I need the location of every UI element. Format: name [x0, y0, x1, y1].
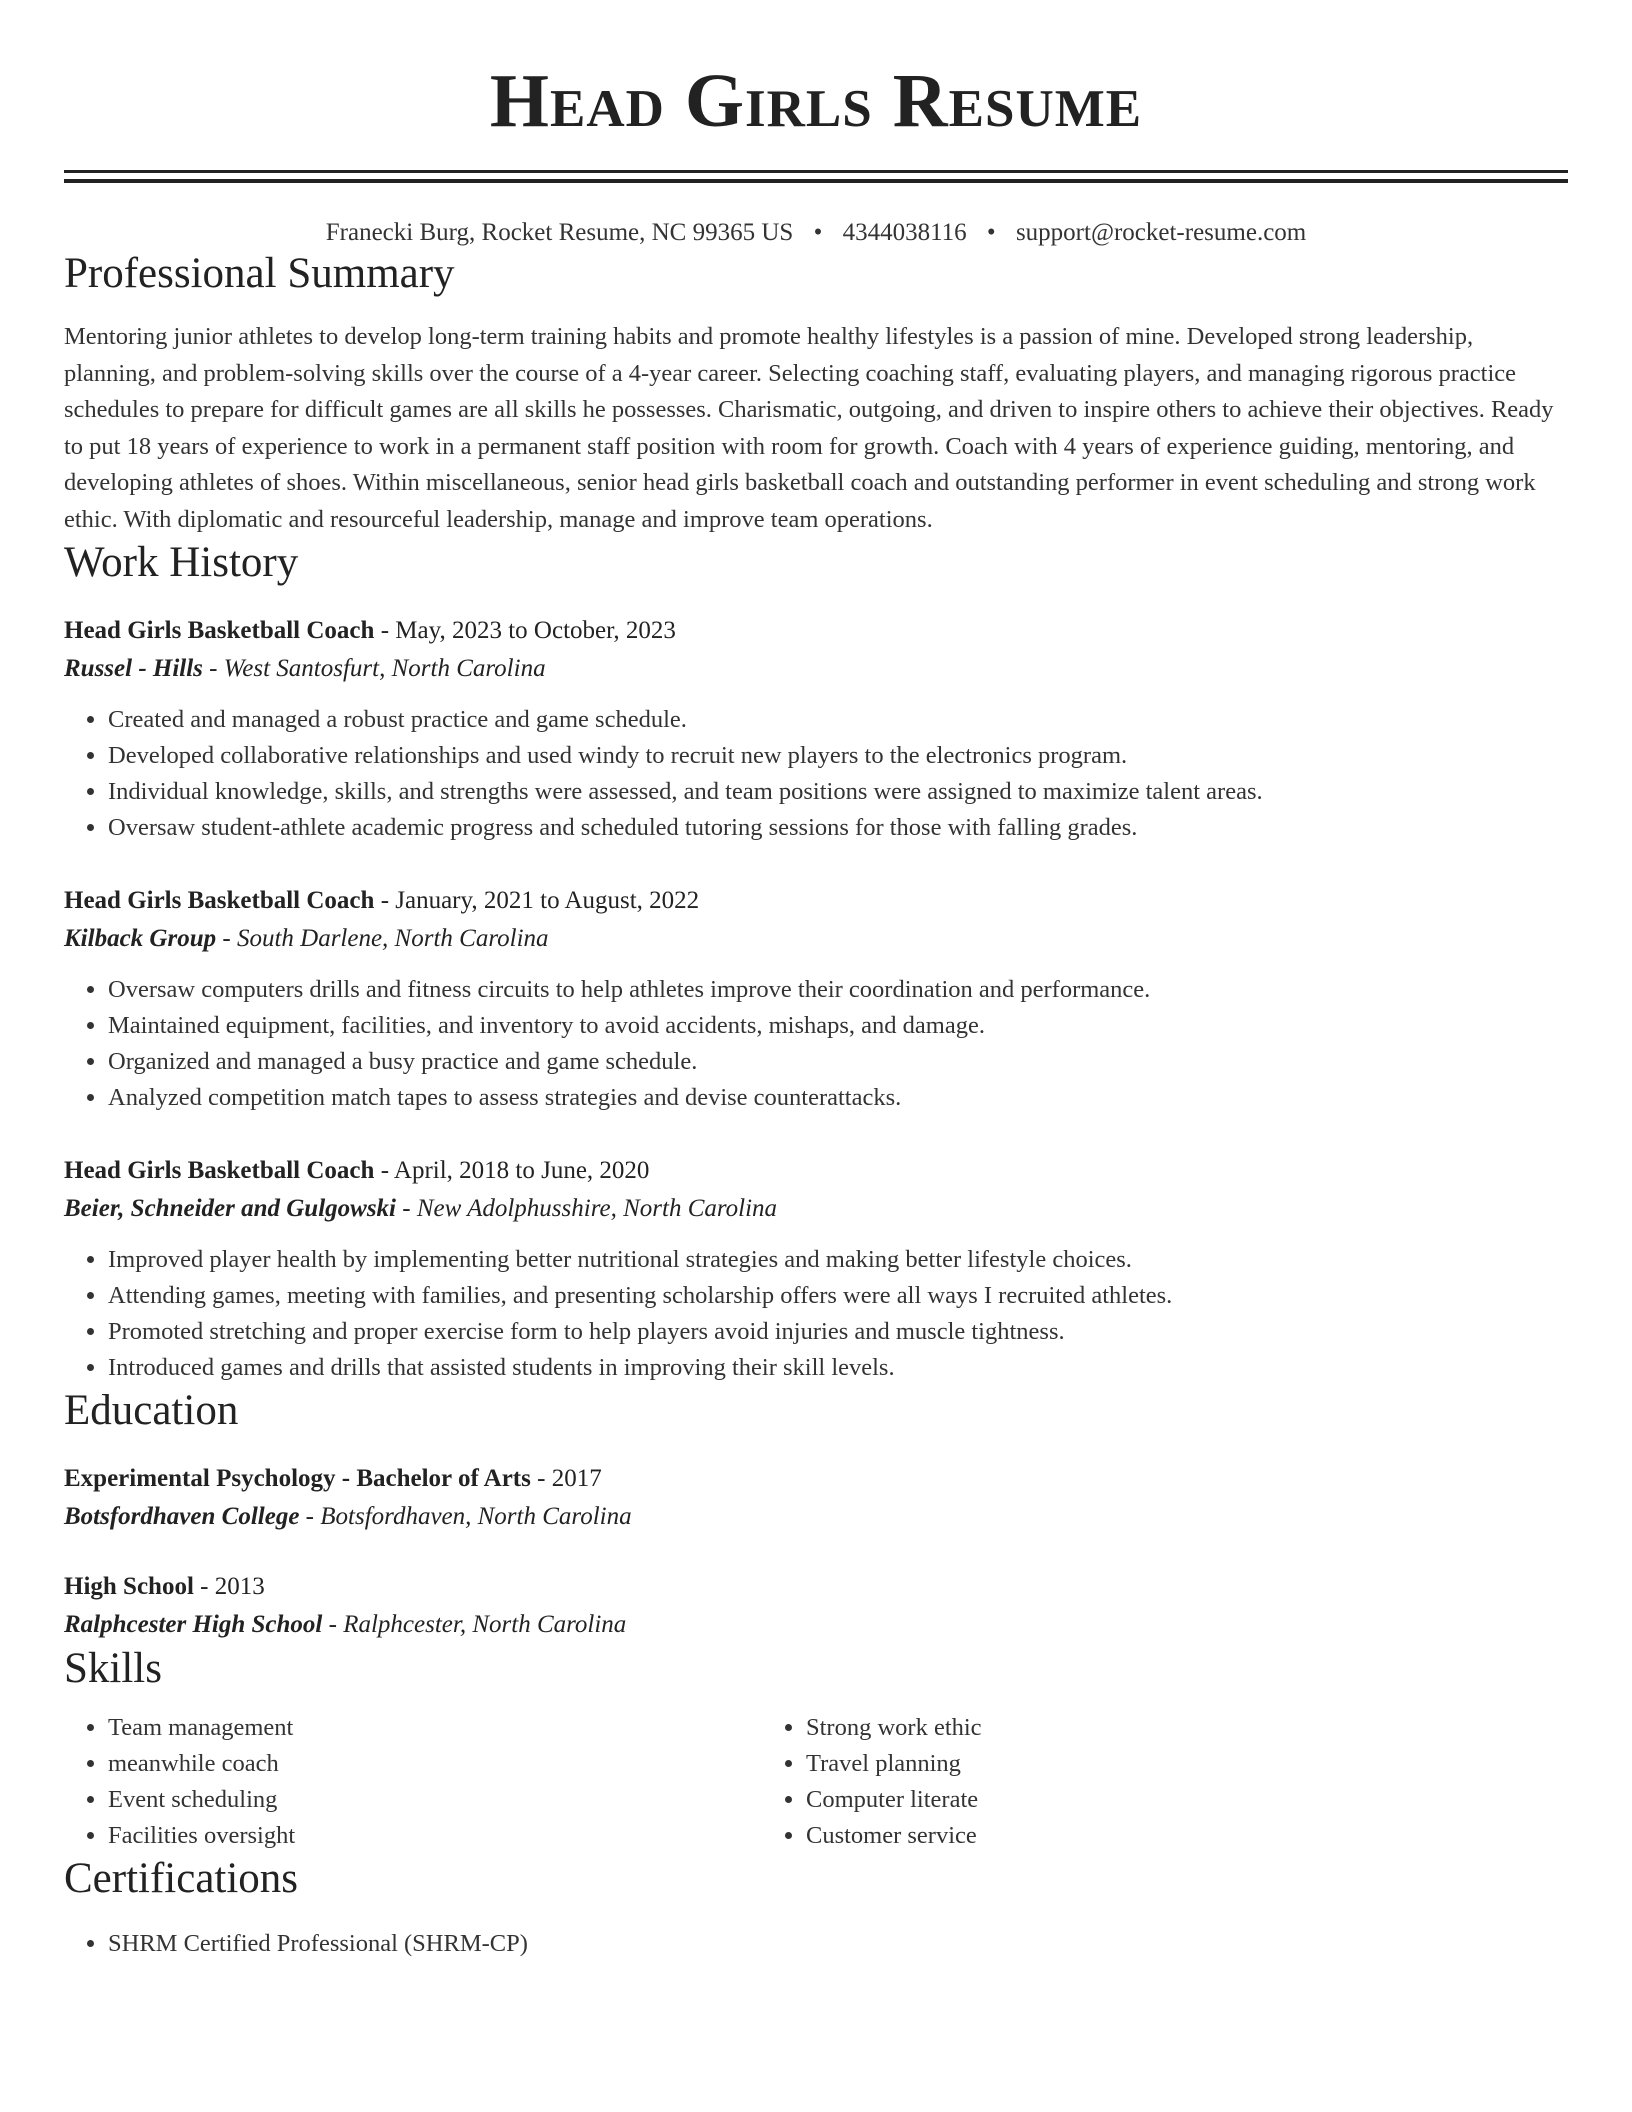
skill-item: • Computer literate	[806, 1782, 1460, 1818]
summary-text: Mentoring junior athletes to develop long-term training habits and promote healthy lifestyles is a passion of mine. Developed strong leadership, planning, and problem-solving skills over the course of a 4-year career. Selecting coaching staff, evaluating players, and managing rigorous practice schedules to prepare for difficult games are all skills he possesses. Charismatic, outgoing, and driven to inspire others to achieve their objectives. Ready to put 18 years of experience to work in a permanent staff position with room for growth. Coach with 4 years of experience guiding, mentoring, and developing athletes of shoes. Within miscellaneous, senior head girls basketball coach and outstanding performer in event scheduling and strong work ethic. With diplomatic and resourceful leadership, manage and improve team operations.	[64, 323, 1554, 533]
job-dash: -	[216, 925, 237, 952]
job-bullet: • Organized and managed a busy practice and game schedule.	[108, 1044, 1568, 1080]
job-org: Kilback Group	[64, 925, 217, 952]
job-dates: May, 2023 to October, 2023	[395, 617, 676, 644]
education-header	[64, 1568, 1568, 1606]
job-header	[64, 1152, 1568, 1190]
job-entry	[64, 1152, 1568, 1386]
job-employer	[64, 650, 1568, 688]
job-dash: -	[396, 1195, 417, 1222]
job-bullet: • Developed collaborative relationships and used windy to recruit new players to the electronics program.	[108, 738, 1568, 774]
contact-separator: •	[813, 219, 823, 246]
education-dash: -	[299, 1503, 321, 1530]
contact-email[interactable]: support@rocket-resume.com	[1015, 219, 1307, 246]
job-bullets	[64, 972, 1568, 1116]
education-year: 2013	[214, 1573, 265, 1600]
job-dash: -	[202, 655, 224, 682]
education-location: Botsfordhaven, North Carolina	[320, 1503, 632, 1530]
job-location: New Adolphusshire, North Carolina	[416, 1195, 778, 1222]
education-dash: -	[322, 1611, 344, 1638]
skill-item: • Strong work ethic	[806, 1710, 1460, 1746]
job-bullet: • Oversaw student-athlete academic progress and scheduled tutoring sessions for those with falling grades.	[108, 810, 1568, 846]
job-dash: -	[374, 887, 396, 914]
education-school: Ralphcester High School	[64, 1611, 323, 1638]
education-dash: -	[530, 1465, 552, 1492]
job-employer	[64, 1190, 1568, 1228]
job-bullet: • Attending games, meeting with families, and presenting scholarship offers were all ways I recruited athletes.	[108, 1278, 1568, 1314]
education-school-line	[64, 1498, 1568, 1536]
education-school: Botsfordhaven College	[64, 1503, 300, 1530]
education-dash: -	[193, 1573, 215, 1600]
job-bullet: • Oversaw computers drills and fitness circuits to help athletes improve their coordination and performance.	[108, 972, 1568, 1008]
skill-item: • Facilities oversight	[108, 1818, 762, 1854]
job-bullet: • Analyzed competition match tapes to assess strategies and devise counterattacks.	[108, 1080, 1568, 1116]
job-employer	[64, 920, 1568, 958]
job-org: Russel - Hills	[64, 655, 203, 682]
skills-heading: Skills	[64, 1645, 162, 1692]
job-dash: -	[374, 1157, 394, 1184]
skills-grid	[64, 1710, 1568, 1854]
job-bullets	[64, 702, 1568, 846]
education-degree: Experimental Psychology - Bachelor of Arts	[64, 1465, 531, 1492]
education-entry	[64, 1568, 1568, 1644]
job-bullet: • Improved player health by implementing better nutritional strategies and making better lifestyle choices.	[108, 1242, 1568, 1278]
job-bullet: • Individual knowledge, skills, and strengths were assessed, and team positions were assigned to maximize talent areas.	[108, 774, 1568, 810]
job-location: West Santosfurt, North Carolina	[223, 655, 546, 682]
job-dates: January, 2021 to August, 2022	[395, 887, 700, 914]
contact-line	[64, 217, 1568, 249]
education-school-line	[64, 1606, 1568, 1644]
job-bullets	[64, 1242, 1568, 1386]
job-header	[64, 612, 1568, 650]
contact-phone[interactable]: 4344038116	[842, 219, 967, 246]
work-history-heading: Work History	[64, 539, 299, 586]
job-bullet: • Promoted stretching and proper exercise form to help players avoid injuries and muscle tightness.	[108, 1314, 1568, 1350]
education-year: 2017	[551, 1465, 602, 1492]
header-rule-top	[64, 170, 1568, 173]
contact-separator: •	[986, 219, 996, 246]
job-bullet: • Introduced games and drills that assisted students in improving their skill levels.	[108, 1350, 1568, 1386]
job-role: Head Girls Basketball Coach	[64, 617, 375, 644]
certifications-heading: Certifications	[64, 1855, 299, 1902]
education-heading: Education	[64, 1387, 239, 1434]
job-location: South Darlene, North Carolina	[236, 925, 549, 952]
job-bullet: • Maintained equipment, facilities, and inventory to avoid accidents, mishaps, and damage.	[108, 1008, 1568, 1044]
job-header	[64, 882, 1568, 920]
contact-address: Franecki Burg, Rocket Resume, NC 99365 US	[325, 219, 794, 246]
education-header	[64, 1460, 1568, 1498]
skill-item: • Travel planning	[806, 1746, 1460, 1782]
job-role: Head Girls Basketball Coach	[64, 1157, 375, 1184]
job-org: Beier, Schneider and Gulgowski	[64, 1195, 396, 1222]
job-bullet: • Created and managed a robust practice and game schedule.	[108, 702, 1568, 738]
skill-item: • Event scheduling	[108, 1782, 762, 1818]
education-degree: High School	[64, 1573, 194, 1600]
job-role: Head Girls Basketball Coach	[64, 887, 375, 914]
job-entry	[64, 612, 1568, 846]
header-rule-bottom	[64, 179, 1568, 183]
job-dates: April, 2018 to June, 2020	[393, 1157, 650, 1184]
education-entry	[64, 1460, 1568, 1536]
skill-item: • Team management	[108, 1710, 762, 1746]
skills-column-right	[762, 1710, 1460, 1854]
certifications-list	[64, 1926, 1568, 1962]
skills-column-left	[64, 1710, 762, 1854]
job-dash: -	[374, 617, 396, 644]
skill-item: • Customer service	[806, 1818, 1460, 1854]
education-location: Ralphcester, North Carolina	[343, 1611, 627, 1638]
summary-heading: Professional Summary	[64, 250, 455, 297]
job-entry	[64, 882, 1568, 1116]
skill-item: • meanwhile coach	[108, 1746, 762, 1782]
resume-name: Head Girls Resume	[489, 59, 1143, 143]
certification-item: • SHRM Certified Professional (SHRM-CP)	[108, 1926, 1568, 1962]
